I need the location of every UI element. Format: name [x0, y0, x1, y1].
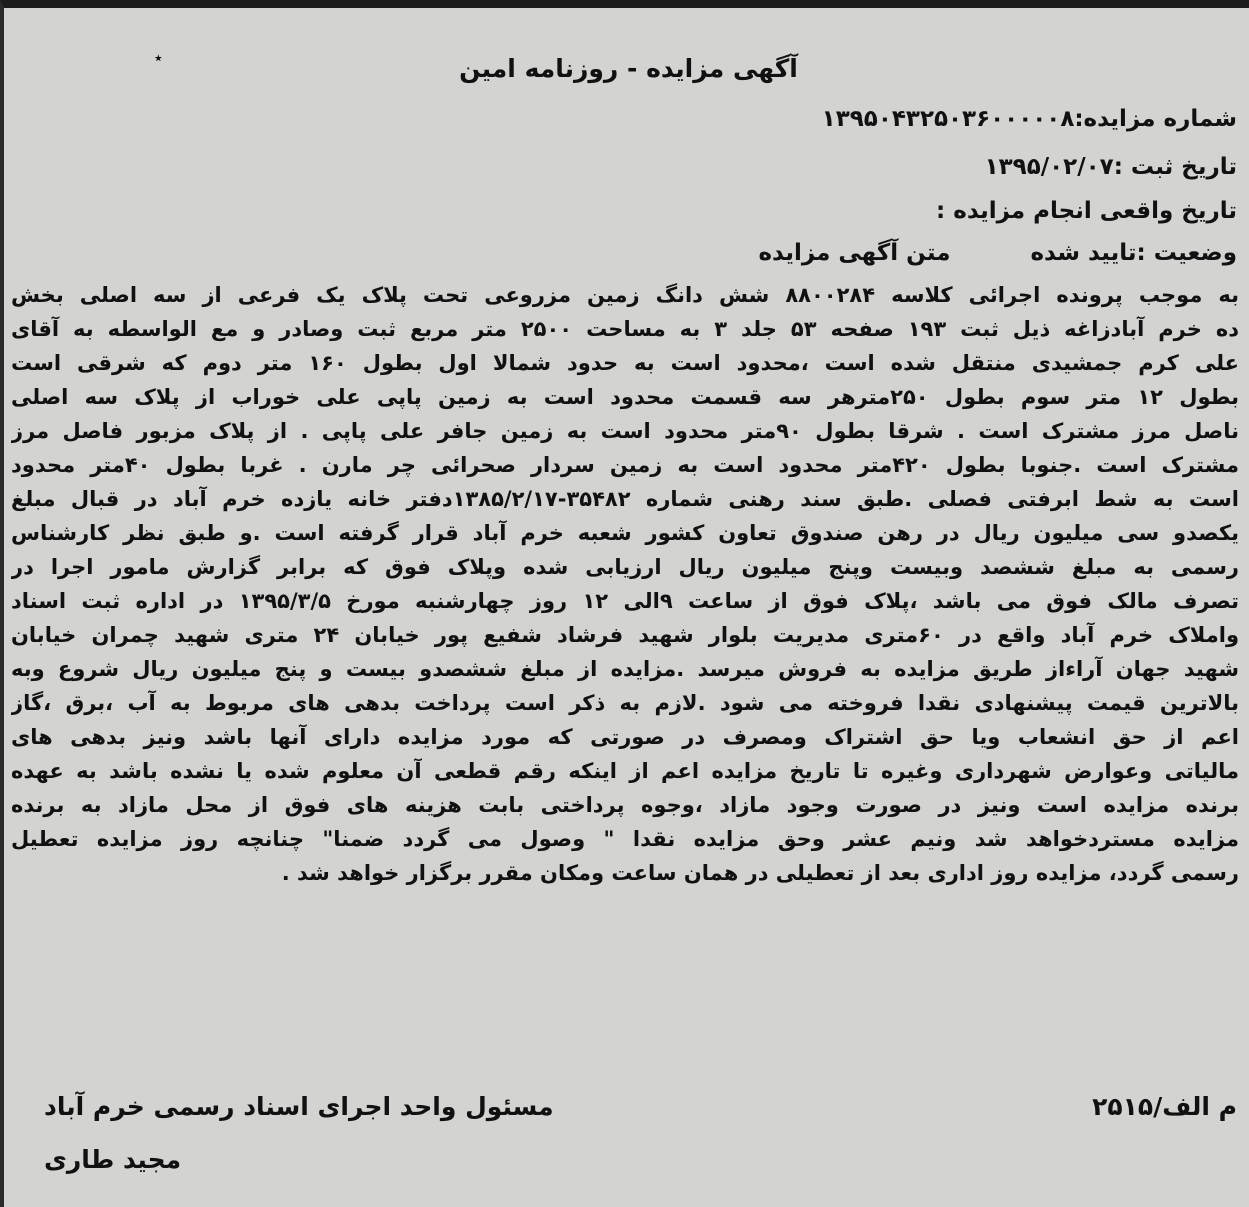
status-line	[758, 240, 1237, 266]
body-line: یکصدو سی میلیون ریال در رهن صندوق تعاون کشور شعبه خرم آباد قرار گرفته است .و طبق نظر کارشناس	[11, 521, 1239, 545]
body-line: بطول ۱۲ متر سوم بطول ۲۵۰مترهر سه قسمت محدود است به زمین پاپی علی خوراب از پلاک سه اصلی	[11, 385, 1239, 409]
body-line: مزایده مستردخواهد شد ونیم عشر وحق مزایده نقدا " وصول می گردد ضمنا" چنانچه روز مزایده تعطیل	[11, 827, 1239, 851]
signatory-name: مجید طاری	[44, 1145, 182, 1174]
notice-title: آگهی مزایده - روزنامه امین	[459, 54, 798, 83]
body-line: رسمی گردد، مزایده روز اداری بعد از تعطیلی در همان ساعت ومکان مقرر برگزار خواهد شد .	[281, 861, 1239, 885]
body-line: رسمی به مبلغ ششصد وبیست وپنج میلیون ریال ارزیابی شده وپلاک فوق که برابر گزارش مامور اجرا در	[11, 555, 1239, 579]
body-line: مالیاتی وعوارض شهرداری وغیره تا تاریخ مزایده اعم از اینکه رقم قطعی آن معلوم شده یا نشده باشد به عهده	[11, 759, 1239, 783]
corner-mark: ٭	[154, 48, 163, 67]
body-line: تصرف مالک فوق می باشد ،پلاک فوق از ساعت ۹الی ۱۲ روز چهارشنبه مورخ ۱۳۹۵/۳/۵ در اداره ثبت اسناد	[11, 589, 1239, 613]
registration-date: تاریخ ثبت :۱۳۹۵/۰۲/۰۷	[984, 154, 1237, 180]
body-line: برنده مزایده است ونیز در صورت وجود مازاد ،وجوه پرداختی بابت هزینه های فوق از محل مازاد به برنده	[11, 793, 1239, 817]
body-line: اعم از حق انشعاب ویا حق اشتراک ومصرف در صورتی که مورد مزایده دارای آنها باشد ونیز بدهی های	[11, 725, 1239, 749]
actual-date: تاریخ واقعی انجام مزایده :	[936, 198, 1237, 224]
body-line: ده خرم آبادزاغه ذیل ثبت ۱۹۳ صفحه ۵۳ جلد ۳ به مساحت ۲۵۰۰ متر مربع ثبت وصادر و مع الواسطه به آقای	[11, 317, 1239, 341]
body-line: ناصل مرز مشترک است . شرقا بطول ۹۰متر محدود است به زمین جافر علی پاپی . از پلاک مزبور فاصل مرز	[11, 419, 1239, 443]
notice-code: م الف/۲۵۱۵	[1092, 1092, 1237, 1121]
body-line: علی کرم جمشیدی منتقل شده است ،محدود است به حدود شمالا اول بطول ۱۶۰ متر دوم که شرقی است	[11, 351, 1239, 375]
body-line: مشترک است .جنوبا بطول ۴۲۰متر محدود است به زمین سردار صحرائی چر مارن . غربا بطول ۴۰متر محدود	[11, 453, 1239, 477]
body-line: واملاک خرم آباد واقع در ۶۰متری مدیریت بلوار شهید فرشاد شفیع پور خیابان ۲۴ متری شهید چمران خیابان	[11, 623, 1239, 647]
notice-text-label: متن آگهی مزایده	[758, 240, 951, 266]
status-value: وضعیت :تایید شده	[1030, 240, 1237, 266]
signature-office: مسئول واحد اجرای اسناد رسمی خرم آباد	[44, 1092, 554, 1121]
body-line: بالاترین قیمت پیشنهادی نقدا فروخته می شود .لازم به ذکر است پرداخت بدهی های مربوط به آب ،برق ،گاز	[11, 691, 1239, 715]
notice-body	[11, 278, 1239, 890]
body-line: به موجب پرونده اجرائی کلاسه ۸۸۰۰۲۸۴ شش دانگ زمین مزروعی تحت پلاک یک فرعی از سه اصلی بخش	[11, 283, 1239, 307]
auction-number: شماره مزایده:۱۳۹۵۰۴۳۲۵۰۳۶۰۰۰۰۰۸	[821, 106, 1237, 132]
body-line: است به شط ابرفتی فصلی .طبق سند رهنی شماره ۳۵۴۸۲-۱۳۸۵/۲/۱۷دفتر خانه یازده خرم آباد در قبال مبلغ	[11, 487, 1239, 511]
body-line: شهید جهان آراءاز طریق مزایده به فروش میرسد .مزایده از مبلغ ششصدو بیست و پنج میلیون ریال شروع وبه	[11, 657, 1239, 681]
